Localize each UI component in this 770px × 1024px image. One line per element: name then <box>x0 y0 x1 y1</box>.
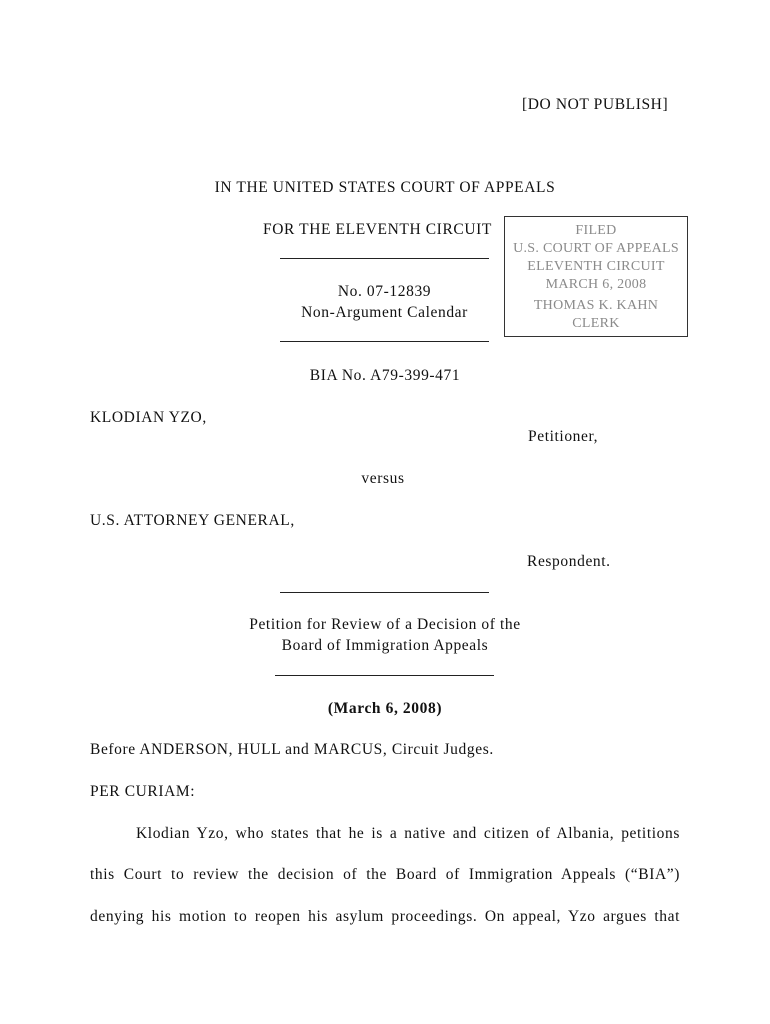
calendar-type: Non-Argument Calendar <box>301 304 468 321</box>
per-curiam: PER CURIAM: <box>90 783 196 800</box>
opinion-line-3: denying his motion to reopen his asylum proceedings. On appeal, Yzo argues that <box>90 908 680 925</box>
case-number: No. 07-12839 <box>337 283 432 300</box>
stamp-filed: FILED <box>575 223 617 238</box>
bia-number: BIA No. A79-399-471 <box>309 367 461 384</box>
stamp-court: U.S. COURT OF APPEALS <box>513 241 679 256</box>
stamp-clerk-title: CLERK <box>572 316 620 331</box>
petition-line-1: Petition for Review of a Decision of the <box>249 616 521 633</box>
separator-rule-4 <box>275 675 494 676</box>
separator-rule-1 <box>280 258 489 259</box>
respondent-role: Respondent. <box>527 553 611 570</box>
petition-line-2: Board of Immigration Appeals <box>281 637 489 654</box>
court-title: IN THE UNITED STATES COURT OF APPEALS <box>214 179 556 196</box>
petitioner-role: Petitioner, <box>528 428 599 445</box>
separator-rule-2 <box>280 341 489 342</box>
versus: versus <box>361 470 405 487</box>
stamp-circuit: ELEVENTH CIRCUIT <box>527 259 665 274</box>
before-judges: Before ANDERSON, HULL and MARCUS, Circuit Judges. <box>90 741 494 758</box>
respondent-name: U.S. ATTORNEY GENERAL, <box>90 512 295 529</box>
separator-rule-3 <box>280 592 489 593</box>
opinion-line-2: this Court to review the decision of the Board of Immigration Appeals (“BIA”) <box>90 866 680 883</box>
circuit-title: FOR THE ELEVENTH CIRCUIT <box>263 221 492 238</box>
petitioner-name: KLODIAN YZO, <box>90 409 207 426</box>
stamp-date: MARCH 6, 2008 <box>545 277 647 292</box>
stamp-clerk-name: THOMAS K. KAHN <box>533 298 659 313</box>
decision-date: (March 6, 2008) <box>327 700 443 717</box>
opinion-line-1: Klodian Yzo, who states that he is a native and citizen of Albania, petitions <box>136 825 680 842</box>
filed-stamp <box>504 216 688 337</box>
publish-note: [DO NOT PUBLISH] <box>522 96 669 113</box>
